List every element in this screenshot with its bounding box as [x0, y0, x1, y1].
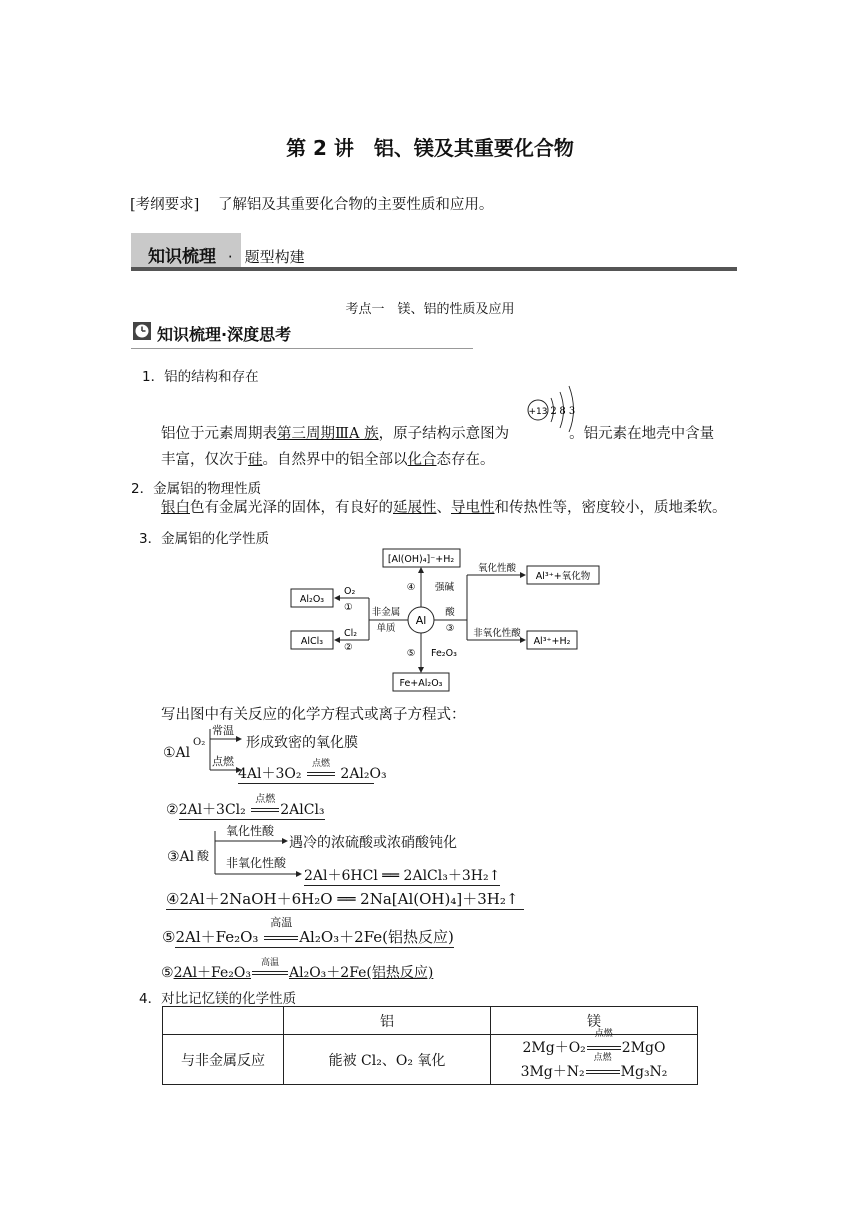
atom-shell-2: 8 — [559, 406, 566, 417]
diagram-left-top-text: Al₂O₃ — [299, 594, 325, 605]
diagram-left-bot-text: AlCl₃ — [300, 636, 324, 647]
r2-eq — [166, 794, 325, 820]
s1-text: ，原子结构示意图为 — [378, 426, 510, 442]
diagram-left-label1: 非金属 — [371, 607, 401, 618]
r1-top-result: 形成致密的氧化膜 — [246, 735, 358, 751]
requirement-text: 了解铝及其重要化合物的主要性质和应用。 — [217, 197, 494, 213]
requirement-line — [130, 193, 493, 214]
banner-sub: 题型构建 — [244, 248, 305, 266]
r5-right: Al₂O₃＋2Fe(铝热反应) — [299, 928, 454, 946]
atom-shell-3: 3 — [568, 406, 576, 417]
requirement-label: [考纲要求] — [130, 197, 200, 213]
r5-cond: 高温 — [270, 916, 293, 929]
r5b-left: 2Al＋Fe₂O₃ — [173, 965, 251, 981]
diagram-right-bot-reagent: 非氧化性酸 — [473, 628, 521, 639]
mg1-right: 2MgO — [621, 1039, 666, 1056]
diagram-left-top-num: ① — [344, 602, 353, 613]
r4-equation: 2Al＋2NaOH＋6H₂O ══ 2Na[Al(OH)₄]＋3H₂↑ — [179, 890, 519, 908]
table-header-cell: 镁 — [491, 1007, 698, 1035]
r1-reagent: O₂ — [193, 737, 206, 748]
banner-rule — [131, 267, 737, 271]
diagram-left-bot-num: ② — [344, 642, 353, 653]
r5-eq — [162, 916, 454, 948]
s1-text: 。自然界中的铝全部以 — [262, 452, 408, 468]
r1-bot-cond: 点燃 — [212, 755, 234, 768]
r2-lead: ② — [166, 802, 179, 818]
table-cell-al: 能被 Cl₂、O₂ 氧化 — [284, 1035, 491, 1085]
r3-reagent: 酸 — [197, 849, 210, 863]
r3-top-result: 遇冷的浓硫酸或浓硝酸钝化 — [289, 835, 457, 851]
diagram-right-bot-text: Al³⁺+H₂ — [533, 636, 571, 647]
s3-heading: 3．金属铝的化学性质 — [139, 531, 270, 547]
table-header-cell: 铝 — [284, 1007, 491, 1035]
diagram-left-bot-reagent: Cl₂ — [344, 628, 358, 639]
diagram-top-num: ④ — [406, 582, 416, 593]
s1-combined: 化合 — [407, 452, 437, 468]
r5b-eq — [161, 958, 434, 982]
r1-bot-cond2: 点燃 — [311, 759, 330, 769]
s1-heading: 1．铝的结构和存在 — [142, 369, 259, 385]
r4-eq — [166, 888, 524, 910]
r1-bot-left: 4Al＋3O₂ — [238, 766, 302, 782]
table-header-cell — [163, 1007, 284, 1035]
r5b-cond: 高温 — [260, 958, 279, 968]
diagram-right-top-text: Al³⁺+氧化物 — [535, 571, 591, 582]
r1-top-cond: 常温 — [212, 724, 234, 737]
subsection-bar — [131, 318, 473, 349]
r4-lead: ④ — [166, 890, 180, 908]
banner-title — [148, 242, 305, 267]
s2-text: 色有金属光泽的固体，有良好的 — [190, 500, 393, 516]
diagram-bottom-text: Fe+Al₂O₃ — [399, 678, 443, 689]
r5b-right: Al₂O₃＋2Fe(铝热反应) — [289, 965, 434, 981]
diagram-top-text: [Al(OH)₄]⁻+H₂ — [387, 554, 455, 565]
s1-line1 — [161, 420, 714, 448]
s1-silicon: 硅 — [248, 452, 263, 468]
atom-nucleus: +13 — [528, 407, 548, 417]
s1-text: 铝位于元素周期表 — [161, 426, 277, 442]
s4-heading: 4．对比记忆镁的化学性质 — [139, 991, 297, 1007]
s2-line — [161, 494, 727, 522]
diagram-right-num: ③ — [445, 623, 455, 634]
diagram-bottom-num: ⑤ — [406, 648, 416, 659]
page-title: 第 2 讲 铝、镁及其重要化合物 — [286, 136, 574, 160]
s2-heading: 2．金属铝的物理性质 — [131, 481, 262, 497]
s3-instruction: 写出图中有关反应的化学方程式或离子方程式： — [161, 707, 466, 723]
s1-text: 丰富，仅次于 — [161, 452, 248, 468]
clock-icon — [133, 322, 151, 340]
r5-lead: ⑤ — [162, 928, 176, 946]
r2-cond: 点燃 — [255, 794, 276, 805]
r3-bot-cond: 非氧化性酸 — [226, 856, 287, 870]
r3-lead: ③Al — [167, 849, 195, 865]
al-reaction-diagram — [285, 546, 605, 694]
r5b-lead: ⑤ — [161, 965, 174, 981]
banner-main: 知识梳理 — [148, 247, 216, 267]
atom-structure-diagram — [526, 378, 580, 432]
table-row — [163, 1035, 698, 1085]
kaodian-title: 考点一 镁、铝的性质及应用 — [345, 302, 515, 317]
diagram-top-label: 强碱 — [435, 582, 455, 593]
mg2-right: Mg₃N₂ — [620, 1063, 668, 1080]
diagram-right-label: 酸 — [445, 607, 455, 618]
mg1-cond: 点燃 — [594, 1028, 613, 1039]
diagram-left-label2: 单质 — [376, 623, 396, 634]
subsection-title: 知识梳理·深度思考 — [157, 325, 292, 344]
s1-line2 — [161, 446, 495, 474]
mg1-left: 2Mg＋O₂ — [522, 1039, 586, 1056]
table-row-label: 与非金属反应 — [163, 1035, 284, 1085]
r2-right: 2AlCl₃ — [280, 802, 325, 818]
atom-shell-1: 2 — [550, 406, 557, 417]
s1-text: 。铝元素在地壳中含量 — [569, 426, 715, 442]
s2-text: 和传热性等，密度较小，质地柔软。 — [494, 500, 727, 516]
banner-dot: · — [227, 248, 233, 266]
section-banner — [131, 233, 737, 271]
comparison-table — [162, 1006, 698, 1085]
s2-silver-white: 银白 — [161, 500, 190, 516]
r1-lead: ①Al — [163, 745, 191, 761]
mg2-cond: 点燃 — [593, 1052, 612, 1063]
r2-left: 2Al＋3Cl₂ — [178, 802, 246, 818]
s1-period-group: 第三周期ⅢA 族 — [277, 426, 379, 442]
r1-bot-right: 2Al₂O₃ — [340, 766, 387, 782]
diagram-bottom-reagent: Fe₂O₃ — [431, 648, 457, 659]
r3-bot-eq: 2Al＋6HCl ══ 2AlCl₃＋3H₂↑ — [304, 865, 500, 886]
mg2-left: 3Mg＋N₂ — [520, 1063, 585, 1080]
s2-sep: 、 — [436, 500, 451, 516]
diagram-center-al: Al — [415, 614, 427, 627]
table-cell-mg — [491, 1028, 698, 1085]
s1-text: 态存在。 — [436, 452, 495, 468]
r5-left: 2Al＋Fe₂O₃ — [175, 928, 259, 946]
r3-top-cond: 氧化性酸 — [226, 824, 275, 838]
diagram-left-top-reagent: O₂ — [344, 586, 356, 597]
r1-bot-eq — [238, 759, 387, 784]
s2-conductivity: 导电性 — [451, 500, 495, 516]
diagram-right-top-reagent: 氧化性酸 — [477, 563, 517, 574]
s2-ductility: 延展性 — [393, 500, 437, 516]
